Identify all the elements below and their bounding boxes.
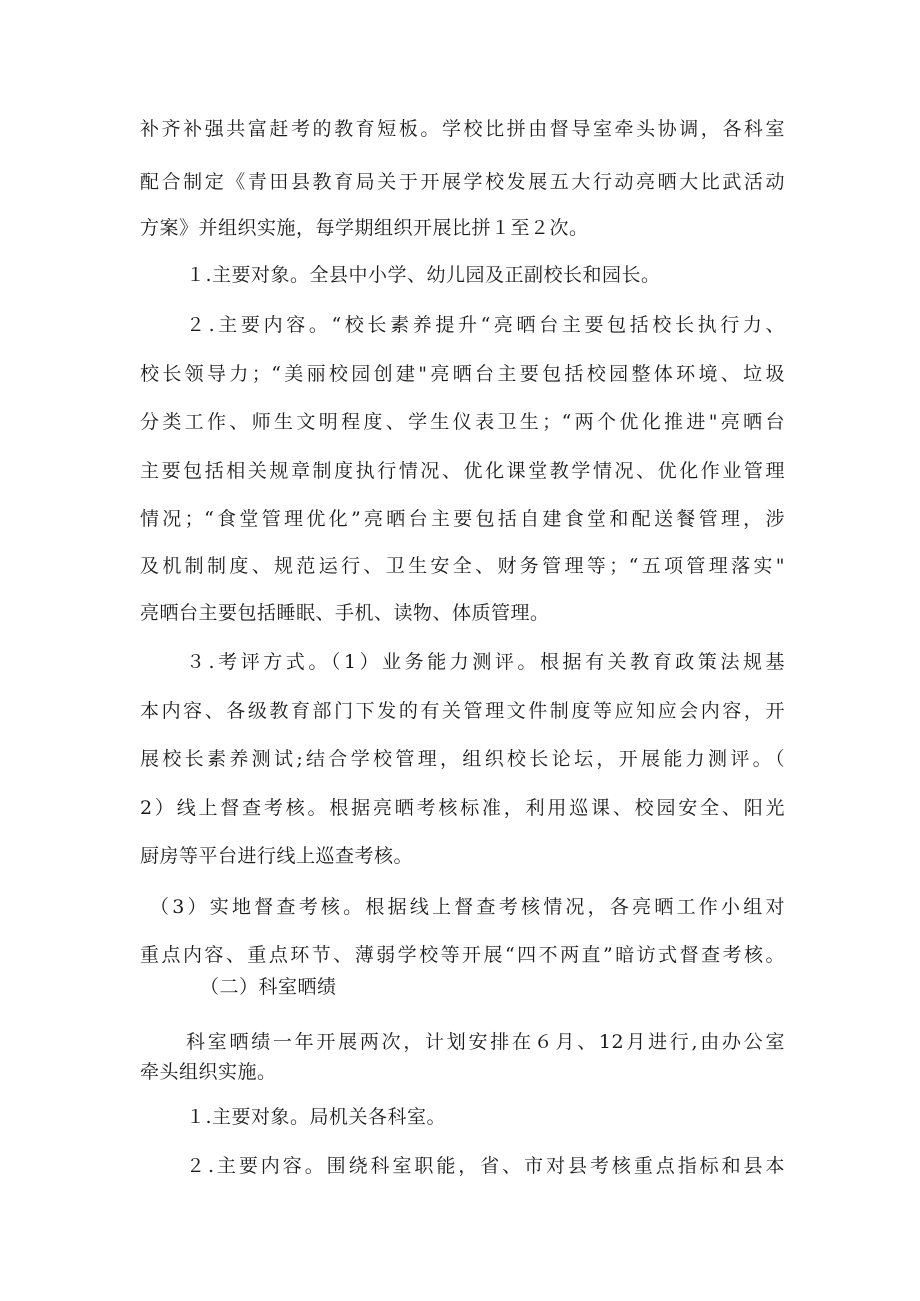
- paragraph-line: 情况；“食堂管理优化”亮晒台主要包括自建食堂和配送餐管理，涉: [140, 508, 785, 530]
- list-item-main-content: ２.主要内容。围绕科室职能，省、市对县考核重点指标和县本: [186, 1155, 785, 1177]
- paragraph-line: 展校长素养测试;结合学校管理，组织校长论坛，开展能力测评。（: [140, 748, 785, 770]
- paragraph-line: 重点内容、重点环节、薄弱学校等开展“四不两直”暗访式督查考核。: [140, 944, 785, 966]
- paragraph-line: 厨房等平台进行线上巡查考核。: [140, 845, 414, 867]
- section-heading: （二）科室晒绩: [200, 976, 337, 998]
- list-item-evaluation: ３.考评方式。（1）业务能力测评。根据有关教育政策法规基: [186, 651, 785, 673]
- list-item-main-targets: １.主要对象。全县中小学、幼儿园及正副校长和园长。: [186, 264, 661, 286]
- paragraph-line: 及机制制度、规范运行、卫生安全、财务管理等；“五项管理落实": [140, 555, 785, 577]
- paragraph-line: 科室晒绩一年开展两次，计划安排在６月、12月进行,由办公室: [186, 1031, 785, 1053]
- paragraph-line: 补齐补强共富赶考的教育短板。学校比拼由督导室牵头协调，各科室: [140, 118, 785, 140]
- paragraph-line: 方案》并组织实施，每学期组织开展比拼１至２次。: [140, 217, 589, 239]
- paragraph-line: 配合制定《青田县教育局关于开展学校发展五大行动亮晒大比武活动: [140, 171, 785, 193]
- paragraph-line: （3）实地督查考核。根据线上督查考核情况，各亮晒工作小组对: [150, 896, 785, 918]
- list-item-main-targets: １.主要对象。局机关各科室。: [186, 1106, 447, 1128]
- paragraph-line: 分类工作、师生文明程度、学生仪表卫生；“两个优化推进"亮晒台: [140, 411, 785, 433]
- paragraph-line: 2）线上督查考核。根据亮晒考核标准，利用巡课、校园安全、阳光: [140, 797, 785, 819]
- paragraph-line: 牵头组织实施。: [140, 1061, 277, 1083]
- paragraph-line: 校长领导力；“美丽校园创建"亮晒台主要包括校园整体环境、垃圾: [140, 363, 785, 385]
- paragraph-line: 本内容、各级教育部门下发的有关管理文件制度等应知应会内容，开: [140, 700, 785, 722]
- list-item-main-content: ２.主要内容。“校长素养提升“亮晒台主要包括校长执行力、: [186, 314, 785, 336]
- paragraph-line: 主要包括相关规章制度执行情况、优化课堂教学情况、优化作业管理: [140, 460, 785, 482]
- paragraph-line: 亮晒台主要包括睡眠、手机、读物、体质管理。: [140, 602, 550, 624]
